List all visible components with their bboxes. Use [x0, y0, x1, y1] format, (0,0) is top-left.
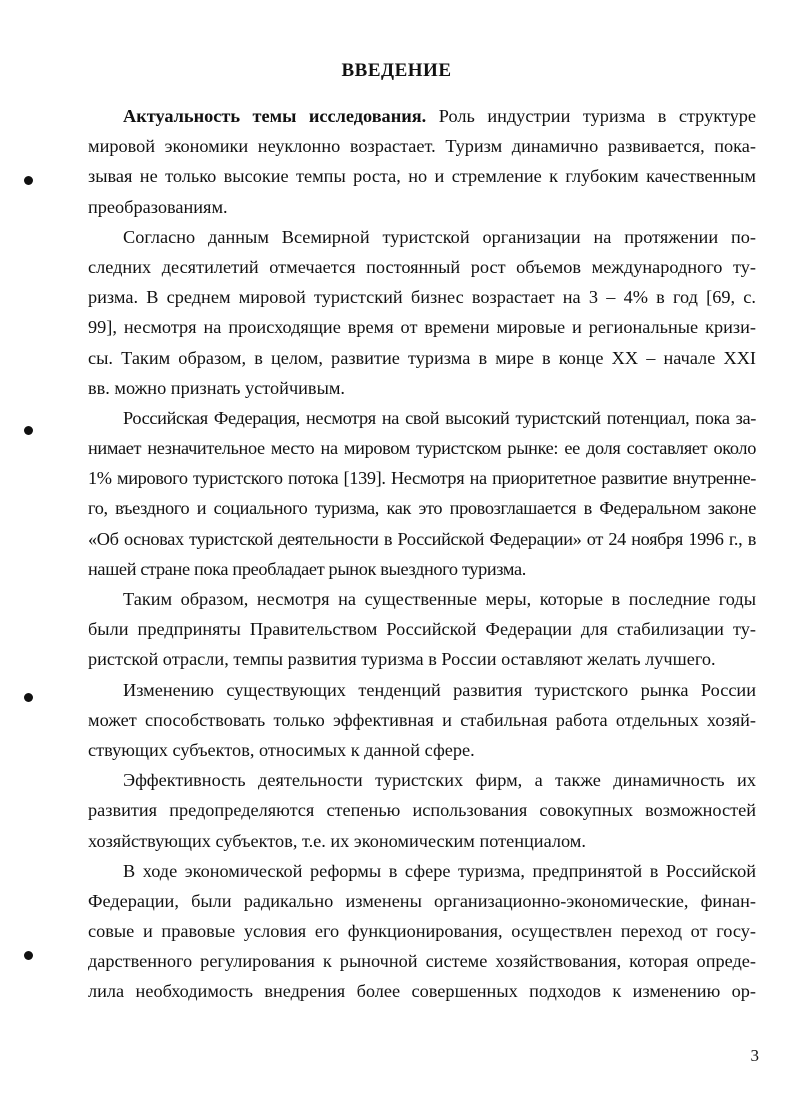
paragraph-lead-text: Роль индустрии туризма в структуре [426, 106, 756, 126]
paragraph-line: следних десятилетий отмечается постоянный рост объемов международного ту- [88, 256, 756, 277]
paragraph-line: Согласно данным Всемирной туристской организации на протяжении по- [123, 226, 756, 247]
page-title: ВВЕДЕНИЕ [341, 60, 452, 81]
paragraph-line [88, 101, 756, 131]
paragraph-line: преобразованиям. [88, 196, 228, 217]
paragraph-line: может способствовать только эффективная и стабильная работа отдельных хозяй- [88, 709, 756, 730]
paragraph-line: Изменению существующих тенденций развития туристского рынка России [123, 679, 756, 700]
paragraph-line: лила необходимость внедрения более совершенных подходов к изменению ор- [88, 981, 756, 1002]
paragraph-line: нимает незначительное место на мировом туристском рынке: ее доля составляет около [88, 438, 756, 459]
paragraph-line: сы. Таким образом, в целом, развитие туризма в мире в конце XX – начале XXI [88, 347, 756, 368]
paragraph-line: В ходе экономической реформы в сфере туризма, предпринятой в Российской [123, 860, 756, 881]
punch-hole-mark [24, 693, 33, 702]
punch-hole-mark [24, 176, 33, 185]
paragraph-line: вв. можно признать устойчивым. [88, 377, 345, 398]
body-text [88, 101, 756, 1007]
paragraph-line: ствующих субъектов, относимых к данной сфере. [88, 739, 475, 760]
paragraph-line: ристской отрасли, темпы развития туризма в России оставляют желать лучшего. [88, 649, 716, 670]
paragraph-line: нашей стране пока преобладает рынок выездного туризма. [88, 558, 526, 579]
paragraph-line: Российская Федерация, несмотря на свой высокий туристский потенциал, пока за- [123, 407, 756, 428]
paragraph-line: были предприняты Правительством Российской Федерации для стабилизации ту- [88, 619, 756, 640]
page-number: 3 [750, 1046, 759, 1065]
paragraph-line: совые и правовые условия его функционирования, осуществлен переход от госу- [88, 921, 756, 942]
paragraph-line: Федерации, были радикально изменены организационно-экономические, финан- [88, 890, 756, 911]
paragraph-line: Таким образом, несмотря на существенные меры, которые в последние годы [123, 589, 756, 609]
paragraph-line: дарственного регулирования к рыночной системе хозяйствования, которая опреде- [88, 951, 756, 972]
paragraph-line: зывая не только высокие темпы роста, но и стремление к глубоким качественным [88, 166, 756, 187]
paragraph-line: «Об основах туристской деятельности в Российской Федерации» от 24 ноября 1996 г., в [88, 528, 756, 549]
paragraph-line: мировой экономики неуклонно возрастает. Туризм динамично развивается, пока- [88, 136, 756, 157]
paragraph-line: хозяйствующих субъектов, т.е. их экономическим потенциалом. [88, 830, 586, 851]
paragraph-line: го, въездного и социального туризма, как это провозглашается в Федеральном законе [88, 498, 756, 519]
punch-hole-mark [24, 951, 33, 960]
paragraph-line: 1% мирового туристского потока [139]. Несмотря на приоритетное развитие внутренне- [88, 468, 756, 489]
paragraph-line: ризма. В среднем мировой туристский бизнес возрастает на 3 – 4% в год [69, с. [88, 287, 756, 308]
paragraph-line: развития предопределяются степенью использования совокупных возможностей [88, 800, 756, 821]
paragraph-line: Эффективность деятельности туристских фирм, а также динамичность их [123, 770, 756, 791]
paragraph-lead-bold: Актуальность темы исследования. [123, 106, 427, 126]
paragraph-line: 99], несмотря на происходящие время от времени мировые и региональные кризи- [88, 317, 756, 338]
punch-hole-mark [24, 426, 33, 435]
